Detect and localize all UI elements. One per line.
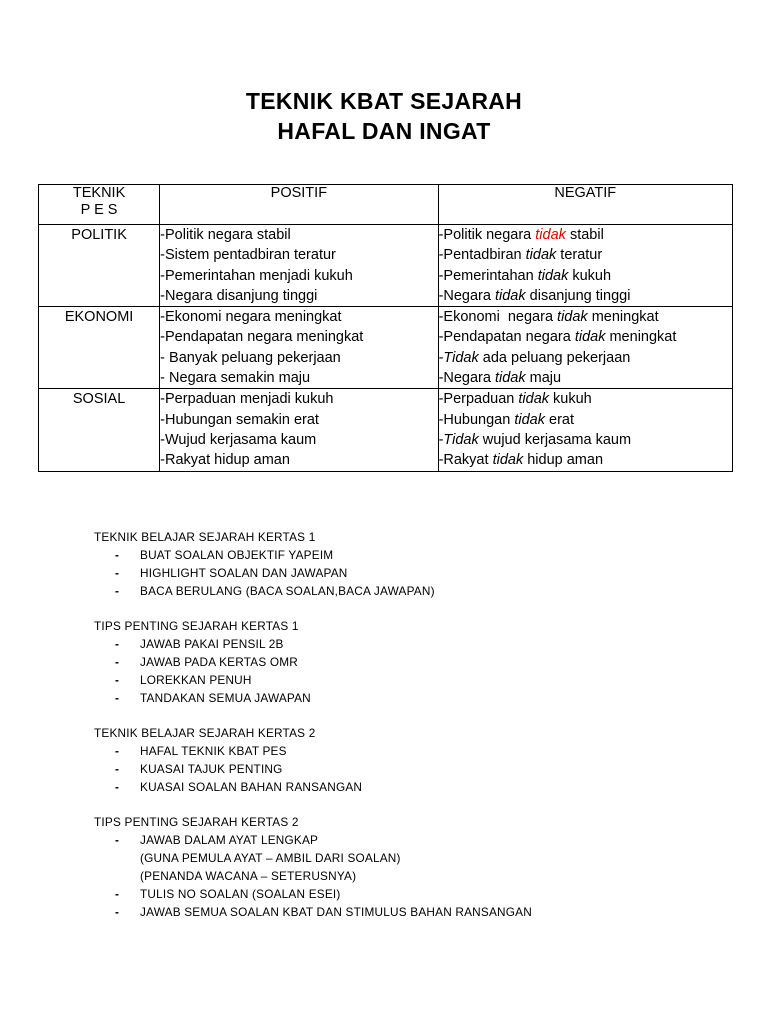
negatif-line xyxy=(439,307,732,327)
bullet-dash-icon: - xyxy=(115,762,120,776)
negatif-text-post: disanjung tinggi xyxy=(525,287,631,304)
negatif-text-pre: -Pentadbiran xyxy=(438,247,526,264)
list-item-text: JAWAB PAKAI PENSIL 2B xyxy=(140,637,284,651)
list-item xyxy=(94,831,532,849)
header-teknik: TEKNIK xyxy=(72,185,126,201)
negation-word: tidak xyxy=(557,309,588,326)
list-item-text: HIGHLIGHT SOALAN DAN JAWAPAN xyxy=(140,566,348,580)
title-line-1: TEKNIK KBAT SEJARAH xyxy=(245,88,523,114)
negatif-cell xyxy=(438,389,732,471)
tips-section xyxy=(94,617,311,707)
negatif-text-pre: -Ekonomi negara xyxy=(438,309,558,326)
category-cell: POLITIK xyxy=(39,225,160,307)
negation-word: tidak xyxy=(574,329,606,346)
negatif-text-post: ada peluang pekerjaan xyxy=(478,349,631,366)
negatif-line xyxy=(439,410,732,430)
positif-line: -Negara disanjung tinggi xyxy=(160,287,318,304)
list-item xyxy=(94,760,362,778)
document-title xyxy=(0,86,768,146)
negatif-line xyxy=(439,225,732,245)
negatif-line xyxy=(439,266,732,286)
negatif-line xyxy=(439,430,732,450)
negatif-line xyxy=(439,286,732,306)
negatif-text-post: stabil xyxy=(565,227,604,243)
list-item xyxy=(94,653,311,671)
header-pes: P E S xyxy=(80,202,118,218)
positif-line: - Banyak peluang pekerjaan xyxy=(160,349,341,366)
negatif-text-pre: -Negara xyxy=(438,370,495,387)
positif-line: -Perpaduan menjadi kukuh xyxy=(160,391,334,408)
bullet-dash-icon: - xyxy=(115,566,120,580)
list-item-text: JAWAB SEMUA SOALAN KBAT DAN STIMULUS BAHAN RANSANGAN xyxy=(140,905,532,919)
negatif-line xyxy=(439,348,732,368)
list-item-text: JAWAB DALAM AYAT LENGKAP xyxy=(140,833,319,847)
list-item xyxy=(94,671,311,689)
bullet-dash-icon: - xyxy=(115,673,120,687)
bullet-dash-icon: - xyxy=(115,780,120,794)
negatif-text-post: meningkat xyxy=(605,329,677,346)
negation-word: tidak xyxy=(537,267,569,284)
list-item xyxy=(94,903,532,921)
tips-list xyxy=(94,546,435,600)
list-item-text: LOREKKAN PENUH xyxy=(140,673,252,687)
positif-line: -Wujud kerjasama kaum xyxy=(160,431,317,448)
list-item-text: TULIS NO SOALAN (SOALAN ESEI) xyxy=(140,887,341,901)
list-item-text: KUASAI TAJUK PENTING xyxy=(140,762,283,776)
bullet-dash-icon: - xyxy=(115,833,120,847)
positif-line: - Negara semakin maju xyxy=(160,370,311,387)
positif-line: -Sistem pentadbiran teratur xyxy=(160,247,336,264)
header-negatif: NEGATIF xyxy=(438,185,732,225)
negatif-text-pre: -Pemerintahan xyxy=(438,267,538,284)
section-heading: TEKNIK BELAJAR SEJARAH KERTAS 2 xyxy=(94,726,316,740)
positif-line: -Pendapatan negara meningkat xyxy=(160,329,364,346)
tips-list xyxy=(94,742,362,796)
tips-list xyxy=(94,831,532,921)
tips-section xyxy=(94,528,435,600)
negatif-text-pre: - xyxy=(438,431,444,448)
negatif-text-pre: -Rakyat xyxy=(438,452,493,469)
negatif-cell xyxy=(438,307,732,389)
list-item-subline: (GUNA PEMULA AYAT – AMBIL DARI SOALAN) xyxy=(140,851,401,865)
bullet-dash-icon: - xyxy=(115,637,120,651)
list-item-text: JAWAB PADA KERTAS OMR xyxy=(140,655,299,669)
list-item-text: HAFAL TEKNIK KBAT PES xyxy=(140,744,287,758)
negatif-text-post: hidup aman xyxy=(523,452,604,469)
list-item-text: BUAT SOALAN OBJEKTIF YAPEIM xyxy=(140,548,334,562)
header-teknik-pes xyxy=(39,185,160,225)
category-cell: EKONOMI xyxy=(39,307,160,389)
negatif-text-post: kukuh xyxy=(549,391,592,408)
negatif-line xyxy=(439,368,732,388)
negation-word: tidak xyxy=(494,287,526,304)
list-item xyxy=(94,582,435,600)
section-heading: TEKNIK BELAJAR SEJARAH KERTAS 1 xyxy=(94,530,316,544)
tips-section xyxy=(94,813,532,921)
positif-line: -Politik negara stabil xyxy=(160,227,291,243)
positif-line: -Ekonomi negara meningkat xyxy=(160,309,342,326)
negatif-text-post: erat xyxy=(544,411,574,428)
positif-line: -Rakyat hidup aman xyxy=(160,452,290,469)
bullet-dash-icon: - xyxy=(115,905,120,919)
header-positif: POSITIF xyxy=(160,185,438,225)
negatif-text-pre: -Perpaduan xyxy=(438,391,519,408)
table-row xyxy=(39,225,733,307)
negation-word: Tidak xyxy=(443,349,479,366)
negatif-cell xyxy=(438,225,732,307)
bullet-dash-icon: - xyxy=(115,655,120,669)
table-header-row xyxy=(39,185,733,225)
bullet-dash-icon: - xyxy=(115,584,120,598)
tips-section xyxy=(94,724,362,796)
list-item-text: KUASAI SOALAN BAHAN RANSANGAN xyxy=(140,780,363,794)
table-row xyxy=(39,389,733,471)
list-item-subline: (PENANDA WACANA – SETERUSNYA) xyxy=(140,869,357,883)
list-item xyxy=(94,635,311,653)
tips-list xyxy=(94,635,311,707)
negatif-line xyxy=(439,245,732,265)
positif-line: -Hubungan semakin erat xyxy=(160,411,319,428)
negatif-line xyxy=(439,327,732,347)
bullet-dash-icon: - xyxy=(115,691,120,705)
negation-word: tidak xyxy=(535,227,566,243)
list-item-text: TANDAKAN SEMUA JAWAPAN xyxy=(140,691,311,705)
list-item-text: BACA BERULANG (BACA SOALAN,BACA JAWAPAN) xyxy=(140,584,435,598)
negatif-text-post: wujud kerjasama kaum xyxy=(478,431,632,448)
negatif-text-pre: - xyxy=(438,349,444,366)
negation-word: tidak xyxy=(492,452,524,469)
table-row xyxy=(39,307,733,389)
pes-table xyxy=(38,184,733,472)
category-cell: SOSIAL xyxy=(39,389,160,471)
negatif-text-post: kukuh xyxy=(568,267,612,284)
positif-line: -Pemerintahan menjadi kukuh xyxy=(160,267,353,284)
negation-word: Tidak xyxy=(443,431,479,448)
bullet-dash-icon: - xyxy=(115,548,120,562)
positif-cell xyxy=(160,225,438,307)
negatif-text-pre: -Negara xyxy=(438,287,495,304)
negatif-text-post: maju xyxy=(525,370,562,387)
positif-cell xyxy=(160,389,438,471)
negatif-line xyxy=(439,389,732,409)
title-line-2: HAFAL DAN INGAT xyxy=(277,118,491,144)
negation-word: tidak xyxy=(518,391,550,408)
negatif-text-post: meningkat xyxy=(587,309,659,326)
negatif-text-pre: -Pendapatan negara xyxy=(438,329,575,346)
positif-cell xyxy=(160,307,438,389)
list-item xyxy=(94,885,532,903)
list-item xyxy=(94,778,362,796)
section-heading: TIPS PENTING SEJARAH KERTAS 1 xyxy=(94,619,299,633)
negatif-text-post: teratur xyxy=(556,247,603,264)
negation-word: tidak xyxy=(514,411,545,428)
section-heading: TIPS PENTING SEJARAH KERTAS 2 xyxy=(94,815,299,829)
bullet-dash-icon: - xyxy=(115,744,120,758)
negation-word: tidak xyxy=(525,247,557,264)
list-item xyxy=(94,546,435,564)
negatif-text-pre: -Hubungan xyxy=(438,411,515,428)
list-item xyxy=(94,564,435,582)
bullet-dash-icon: - xyxy=(115,887,120,901)
negatif-line xyxy=(439,450,732,470)
list-item xyxy=(94,742,362,760)
list-item xyxy=(94,689,311,707)
table-body xyxy=(39,225,733,472)
negation-word: tidak xyxy=(494,370,526,387)
negatif-text-pre: -Politik negara xyxy=(438,227,536,243)
